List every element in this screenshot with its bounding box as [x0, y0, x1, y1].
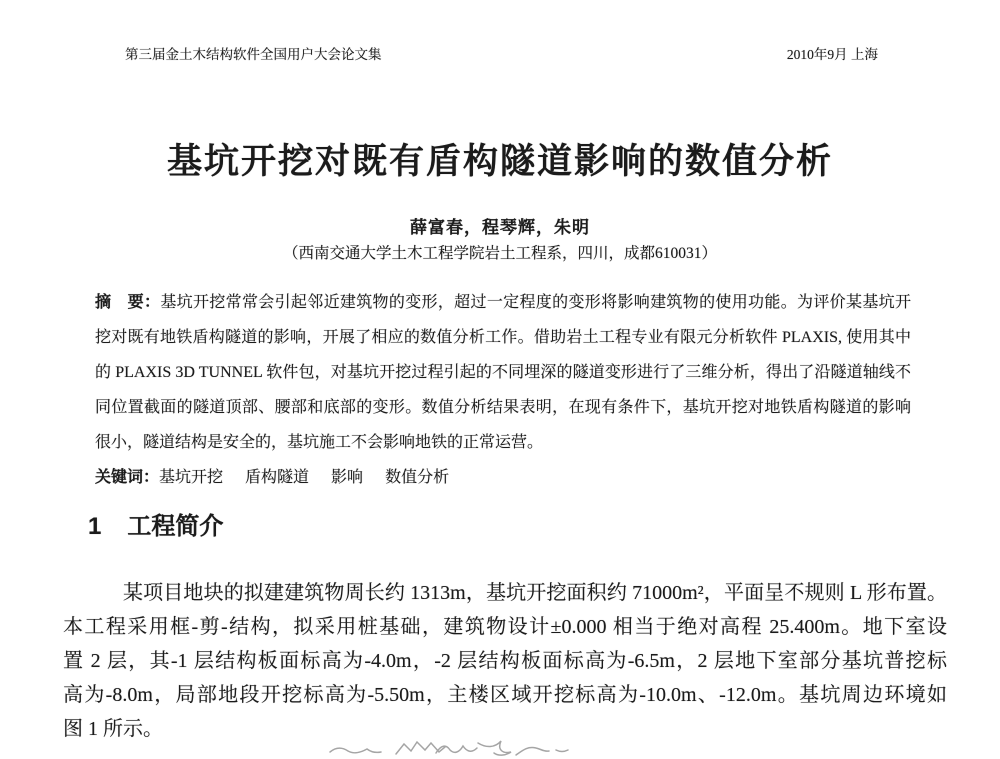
body-paragraph [63, 576, 947, 746]
body-line: 高为-8.0m，局部地段开挖标高为-5.50m，主楼区域开挖标高为-10.0m、-12.0m。基坑周边环境如 [63, 684, 947, 706]
abstract-line: 很小，隧道结构是安全的，基坑施工不会影响地铁的正常运营。 [95, 434, 544, 451]
body-line: 某项目地块的拟建建筑物周长约 1313m，基坑开挖面积约 71000m²，平面呈不规则 L 形布置。 [123, 582, 947, 604]
section-number: 1 [88, 513, 102, 540]
body-line: 置 2 层，其-1 层结构板面标高为-4.0m，-2 层结构板面标高为-6.5m，2 层地下室部分基坑普挖标 [63, 650, 947, 672]
section-title: 工程简介 [127, 513, 224, 540]
body-line: 图 1 所示。 [63, 718, 163, 740]
authors-line: 薛富春，程琴辉，朱明 [410, 218, 590, 237]
keyword-item: 盾构隧道 [245, 469, 310, 486]
proceedings-name: 第三届金土木结构软件全国用户大会论文集 [125, 47, 382, 62]
abstract-line: 同位置截面的隧道顶部、腰部和底部的变形。数值分析结果表明，在现有条件下，基坑开挖对地铁盾构隧道的影响 [95, 399, 911, 416]
keyword-item: 基坑开挖 [159, 469, 224, 486]
running-header [125, 46, 878, 64]
keywords-line [95, 460, 911, 495]
abstract-block [95, 285, 911, 495]
section-heading [88, 509, 223, 545]
affiliation-line: （西南交通大学土木工程学院岩土工程系，四川，成都610031） [282, 245, 717, 262]
abstract-label: 摘 要： [95, 294, 161, 311]
abstract-text: 基坑开挖常常会引起邻近建筑物的变形，超过一定程度的变形将影响建筑物的使用功能。为评价某基坑开 [160, 294, 911, 311]
date-location: 2010年9月 上海 [786, 47, 878, 62]
keywords-label: 关键词： [95, 469, 160, 486]
abstract-line: 挖对既有地铁盾构隧道的影响，开展了相应的数值分析工作。借助岩土工程专业有限元分析软件 PLAXIS, 使用其中 [95, 329, 911, 346]
body-line: 本工程采用框-剪-结构，拟采用桩基础，建筑物设计±0.000 相当于绝对高程 25.400m。地下室设 [63, 616, 947, 638]
abstract-line [95, 285, 911, 320]
paper-title: 基坑开挖对既有盾构隧道影响的数值分析 [166, 142, 833, 181]
figure1-top-edge-drawing [308, 736, 618, 759]
abstract-line: 的 PLAXIS 3D TUNNEL 软件包，对基坑开挖过程引起的不同埋深的隧道变形进行了三维分析，得出了沿隧道轴线不 [95, 364, 911, 381]
keyword-item: 影响 [331, 469, 364, 486]
keyword-item: 数值分析 [385, 469, 450, 486]
